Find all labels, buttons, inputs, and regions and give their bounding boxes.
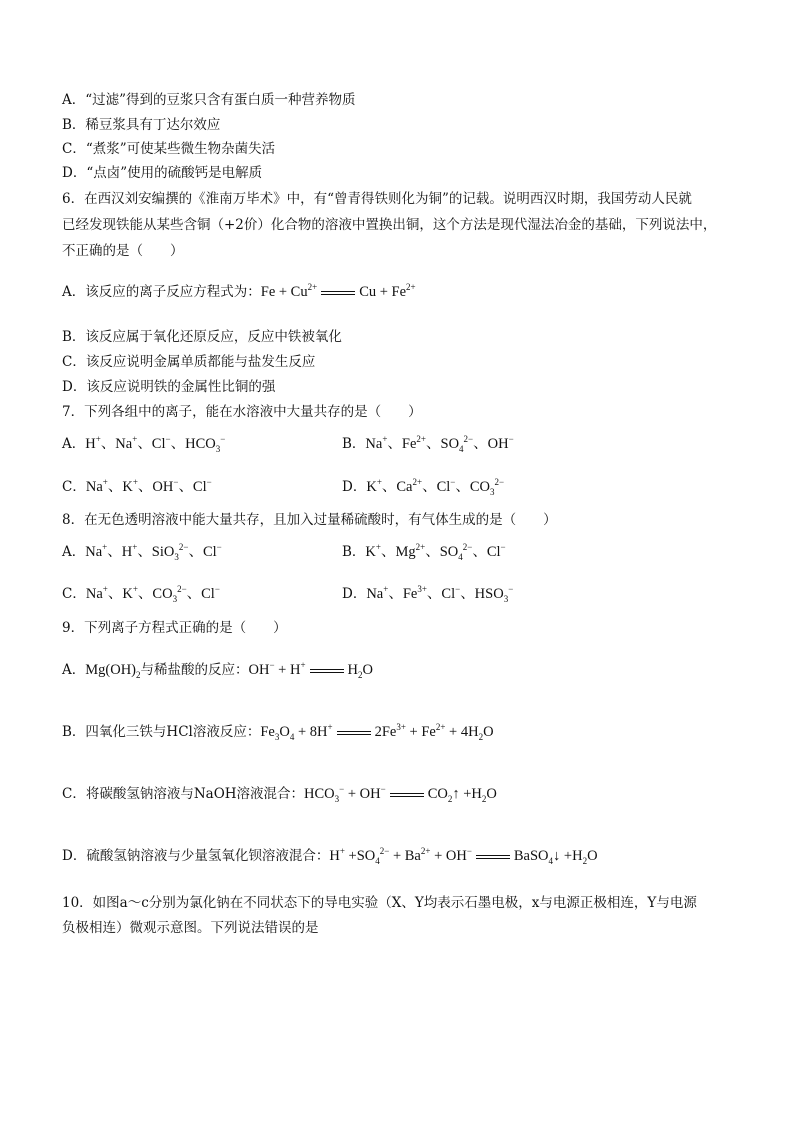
q9-option-d-label: D．硫酸氢钠溶液与少量氢氧化钡溶液混合：	[62, 848, 330, 864]
equals-sign	[476, 855, 510, 859]
q6-option-d: D．该反应说明铁的金属性比铜的强	[62, 379, 276, 395]
q8-option-b-label: B．	[342, 544, 366, 560]
q6-stem-line2: 已经发现铁能从某些含铜（+2价）化合物的溶液中置换出铜，这个方法是现代湿法冶金的基础，下列说法中，	[62, 217, 717, 233]
q9-option-a-formula: $Mg(OH)_2$	[85, 662, 141, 680]
q9-option-b	[62, 722, 742, 742]
q7-option-c-label: C．	[62, 479, 86, 495]
equals-sign	[310, 669, 344, 673]
q7-option-b-ions: Na+、$Fe^{2+}$、$SO_4^{2-}$、OH−	[365, 434, 514, 454]
equals-sign	[390, 793, 424, 797]
q7-stem: 7．下列各组中的离子，能在水溶液中大量共存的是（ ）	[62, 404, 422, 420]
q8-option-d	[342, 584, 513, 604]
q6-equation: $Fe + Cu^{2+}$ $Cu + Fe^{2+}$	[260, 282, 416, 300]
q7-option-c-ions: Na+、K+、OH−、Cl−	[85, 477, 212, 495]
q9-option-d	[62, 846, 742, 866]
q9-option-c	[62, 784, 742, 804]
q8-option-d-label: D．	[342, 586, 367, 602]
q7-option-d	[342, 477, 504, 497]
q9-option-a	[62, 660, 742, 680]
q8-option-a-label: A．	[62, 544, 86, 560]
q9-option-a-equation: OH− + H+ $H_2O$	[248, 660, 373, 680]
q6-stem-line1: 6．在西汉刘安编撰的《淮南万毕术》中，有“曾青得铁则化为铜”的记载。说明西汉时期，我国劳动人民就	[62, 191, 692, 207]
q8-row1	[62, 542, 742, 562]
equals-sign	[321, 291, 355, 295]
q8-option-d-ions: Na+、$Fe^{3+}$、Cl−、$HSO_3^-$	[366, 584, 514, 604]
q8-option-a-ions: Na+、H+、SiO$_3^{2-}$、Cl−	[85, 542, 222, 562]
q7-option-b	[342, 434, 514, 454]
q5-option-b: B．稀豆浆具有丁达尔效应	[62, 117, 221, 133]
q7-row2	[62, 477, 742, 497]
q8-row2	[62, 584, 742, 604]
q9-option-a-label: A．	[62, 662, 86, 678]
q9-option-b-label: B．四氧化三铁与HCl溶液反应：	[62, 724, 261, 740]
q8-option-c-label: C．	[62, 586, 86, 602]
q7-option-a-label: A．	[62, 436, 86, 452]
q7-option-a-ions: H+、Na+、Cl−、$HCO_3^-$	[85, 434, 226, 454]
q9-option-d-equation: $H^+ +SO_4^{2-} + Ba^{2+} + OH^-$ BaSO$_4$↓ $+H_2O$	[329, 846, 598, 866]
q8-option-b-ions: K+、$Mg^{2+}$、$SO_4^{2-}$、Cl−	[365, 542, 506, 562]
q7-row1	[62, 434, 742, 454]
q7-option-d-ions: K+、$Ca^{2+}$、Cl−、$CO_3^{2-}$	[366, 477, 505, 497]
q5-option-c: C．“煮浆”可使某些微生物杂菌失活	[62, 141, 276, 157]
q9-option-c-equation: $HCO_3^- + OH^-$ $CO_2↑ +H_2O$	[304, 784, 497, 804]
equals-sign	[337, 731, 371, 735]
q10-stem-line1: 10．如图a～c分别为氯化钠在不同状态下的导电实验（X、Y均表示石墨电极，x与电源正极相连，Y与电源	[62, 895, 697, 911]
q9-option-c-label: C．将碳酸氢钠溶液与NaOH溶液混合：	[62, 786, 305, 802]
q6-stem-line3: 不正确的是（ ）	[62, 243, 184, 259]
q5-option-a: A．“过滤”得到的豆浆只含有蛋白质一种营养物质	[62, 92, 356, 108]
q6-option-a-label: A．该反应的离子反应方程式为：	[62, 284, 261, 300]
q7-option-d-label: D．	[342, 479, 367, 495]
q8-option-c-ions: Na+、K+、$CO_3^{2-}$、Cl−	[85, 584, 220, 604]
q7-option-b-label: B．	[342, 436, 366, 452]
q8-stem: 8．在无色透明溶液中能大量共存，且加入过量稀硫酸时，有气体生成的是（ ）	[62, 512, 557, 528]
q10-stem-line2: 负极相连）微观示意图。下列说法错误的是	[62, 920, 319, 936]
q9-option-b-equation: $Fe_3O_4 + 8H^+$ $2Fe^{3+} + Fe^{2+} + 4H_2O$	[260, 722, 494, 742]
q9-stem: 9．下列离子方程式正确的是（ ）	[62, 620, 287, 636]
q5-option-d: D．“点卤”使用的硫酸钙是电解质	[62, 165, 263, 181]
q9-option-a-text: 与稀盐酸的反应：	[140, 662, 249, 678]
q8-option-b	[342, 542, 506, 562]
q6-option-c: C．该反应说明金属单质都能与盐发生反应	[62, 354, 316, 370]
q6-option-a	[62, 282, 742, 302]
q6-option-b: B．该反应属于氧化还原反应，反应中铁被氧化	[62, 329, 342, 345]
